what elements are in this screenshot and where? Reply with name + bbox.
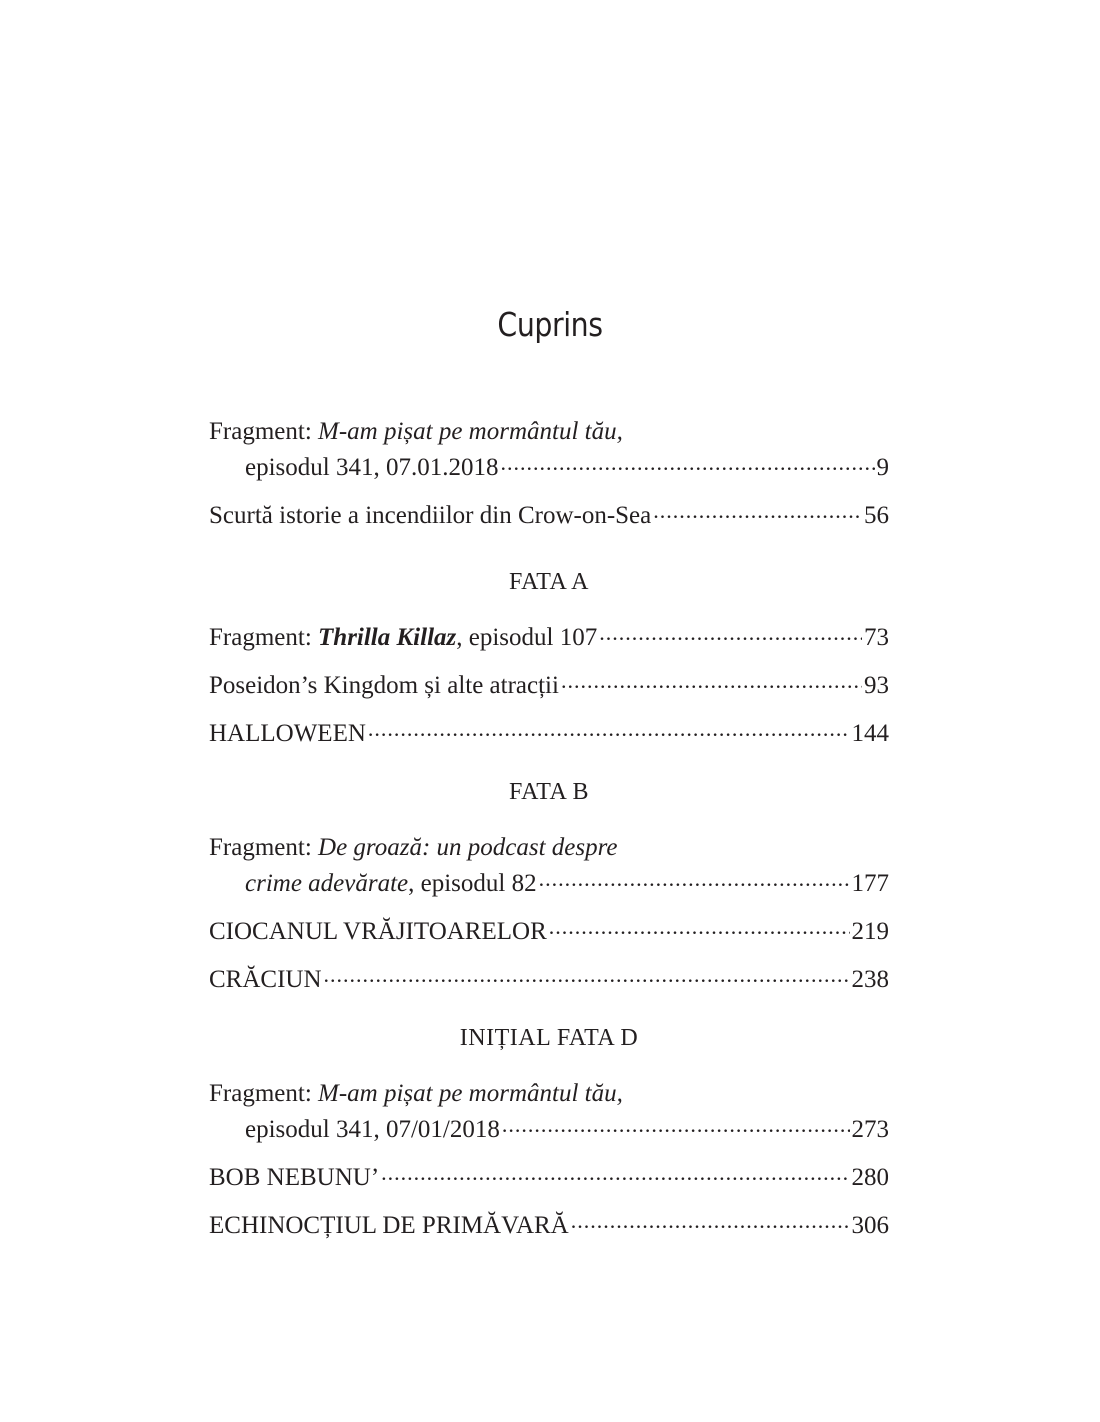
toc-entry[interactable]	[209, 830, 889, 902]
entry-italic-title: De groază: un podcast despre	[318, 834, 618, 861]
dot-leader	[599, 620, 862, 645]
toc-entry-line	[209, 962, 889, 998]
toc-entry[interactable]	[209, 716, 889, 752]
toc-entry-line	[209, 1160, 889, 1196]
entry-text: Scurtă istorie a incendiilor din Crow-on-Sea	[209, 502, 652, 529]
toc-entry-line	[209, 620, 889, 656]
toc-entry-line2	[209, 866, 889, 902]
toc-entry[interactable]	[209, 1208, 889, 1244]
entry-text: HALLOWEEN	[209, 720, 366, 747]
dot-leader	[653, 498, 862, 523]
entry-text: CRĂCIUN	[209, 966, 322, 993]
entry-bold-italic-title: Thrilla Killaz	[318, 624, 457, 651]
dot-leader	[549, 914, 850, 939]
page-number: 273	[851, 1116, 889, 1143]
toc-entry-line1	[209, 830, 889, 866]
entry-text	[209, 620, 597, 656]
page-number: 177	[851, 870, 889, 897]
dot-leader	[500, 450, 874, 475]
toc-entry-line2	[209, 450, 889, 486]
page-number: 306	[851, 1212, 889, 1239]
entry-prefix: Fragment:	[209, 834, 319, 861]
entry-text	[245, 866, 537, 902]
toc-entry[interactable]	[209, 962, 889, 998]
section-heading-fata-a: FATA A	[509, 569, 589, 595]
dot-leader	[381, 1160, 849, 1185]
toc-entry-line	[209, 668, 889, 704]
toc-entry[interactable]	[209, 1160, 889, 1196]
entry-text: episodul 341, 07.01.2018	[245, 454, 499, 481]
toc-entry[interactable]	[209, 620, 889, 656]
page-number: 9	[876, 454, 889, 481]
page-number: 238	[851, 966, 889, 993]
entry-text: Poseidon’s Kingdom și alte atracții	[209, 672, 559, 699]
dot-leader	[561, 668, 862, 693]
entry-prefix: Fragment:	[209, 624, 319, 651]
entry-italic-title: M-am pișat pe mormântul tău,	[318, 1080, 623, 1107]
toc-entry[interactable]	[209, 498, 889, 534]
toc-entry-line	[209, 498, 889, 534]
entry-suffix: , episodul 107	[456, 624, 598, 651]
page-number: 219	[851, 918, 889, 945]
toc-entry[interactable]	[209, 414, 889, 486]
toc-entry-line	[209, 914, 889, 950]
page-number: 93	[864, 672, 889, 699]
toc-entry[interactable]	[209, 668, 889, 704]
section-heading-initial-fata-d: INIȚIAL FATA D	[459, 1025, 639, 1051]
dot-leader	[571, 1208, 850, 1233]
dot-leader	[502, 1112, 850, 1137]
page-title: Cuprins	[497, 305, 603, 344]
entry-text: episodul 341, 07/01/2018	[245, 1116, 500, 1143]
page-number: 56	[864, 502, 889, 529]
dot-leader	[539, 866, 850, 891]
dot-leader	[324, 962, 850, 987]
entry-text: BOB NEBUNU’	[209, 1164, 380, 1191]
entry-prefix: Fragment:	[209, 1080, 319, 1107]
entry-italic-title: M-am pișat pe mormântul tău,	[318, 418, 623, 445]
entry-suffix: , episodul 82	[408, 870, 537, 897]
entry-prefix: Fragment:	[209, 418, 319, 445]
toc-entry-line	[209, 1208, 889, 1244]
entry-text: CIOCANUL VRĂJITOARELOR	[209, 918, 547, 945]
toc-entry-line1	[209, 1076, 889, 1112]
toc-entry-line1	[209, 414, 889, 450]
toc-entry[interactable]	[209, 914, 889, 950]
toc-entry-line2	[209, 1112, 889, 1148]
table-of-contents	[209, 414, 889, 1256]
toc-entry-line	[209, 716, 889, 752]
page-number: 280	[851, 1164, 889, 1191]
section-heading-fata-b: FATA B	[509, 779, 589, 805]
page-number: 144	[851, 720, 889, 747]
entry-italic-title: crime adevărate	[245, 870, 409, 897]
toc-entry[interactable]	[209, 1076, 889, 1148]
dot-leader	[368, 716, 850, 741]
entry-text: ECHINOCȚIUL DE PRIMĂVARĂ	[209, 1212, 569, 1239]
page-number: 73	[864, 624, 889, 651]
